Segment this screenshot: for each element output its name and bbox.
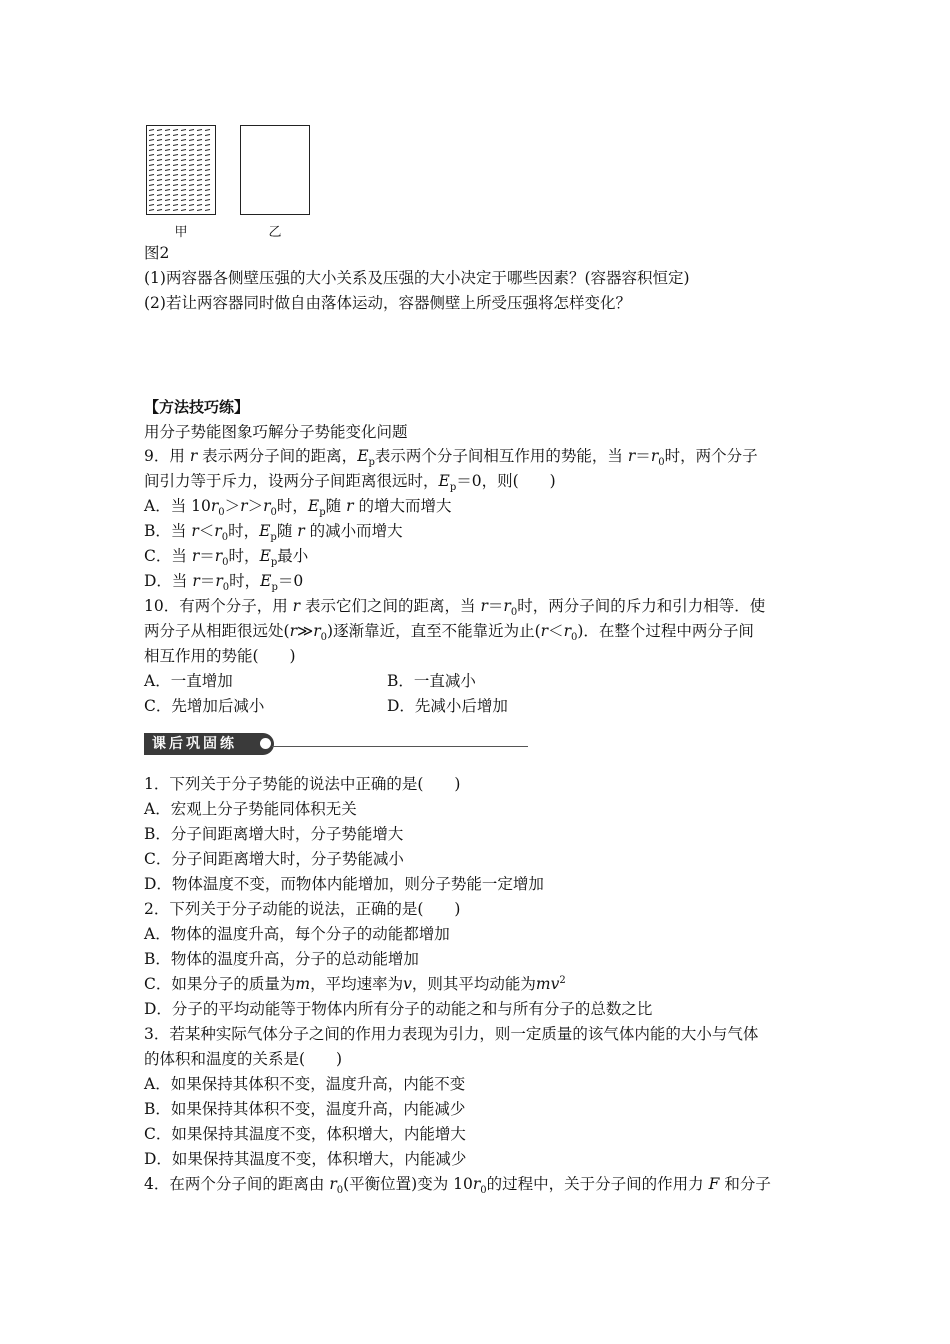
q10-option-c: C．先增加后减小 bbox=[144, 697, 265, 715]
gas-hatching-pattern bbox=[149, 128, 213, 212]
post-q2-option-a: A．物体的温度升高，每个分子的动能都增加 bbox=[144, 925, 450, 943]
post-q2-option-d: D．分子的平均动能等于物体内所有分子的动能之和与所有分子的总数之比 bbox=[144, 1000, 653, 1018]
section-banner bbox=[144, 733, 528, 757]
q10-option-a: A．一直增加 bbox=[144, 672, 233, 690]
q10-stem-line-2: 两分子从相距很远处$(r≫r_0)$逐渐靠近，直至不能靠近为止$(r<r_0)$．在整个过程中两分子间 bbox=[144, 622, 754, 644]
figure-two-containers bbox=[146, 125, 316, 240]
post-q2-option-c: C．如果分子的质量为m，平均速率为v，则其平均动能为$mv^2$ bbox=[144, 974, 566, 993]
container-jia-filled bbox=[146, 125, 216, 215]
post-q3-option-c: C．如果保持其温度不变，体积增大，内能增大 bbox=[144, 1125, 466, 1143]
q9-stem-line-1: 9．用 r 表示两分子间的距离，$E_p$表示两个分子间相互作用的势能，当 $r=r_0$时，两个分子 bbox=[144, 447, 758, 469]
post-q1-option-c: C．分子间距离增大时，分子势能减小 bbox=[144, 850, 404, 868]
post-q4-stem: 4．在两个分子间的距离由 $r_0$(平衡位置)变为 $10r_0$的过程中，关于分子间的作用力 F 和分子 bbox=[144, 1175, 771, 1197]
banner-divider bbox=[272, 746, 528, 747]
container-yi-empty bbox=[240, 125, 310, 215]
post-q3-stem-line-1: 3．若某种实际气体分子之间的作用力表现为引力，则一定质量的该气体内能的大小与气体 bbox=[144, 1025, 759, 1043]
method-subheading: 用分子势能图象巧解分子势能变化问题 bbox=[144, 423, 408, 441]
q9-option-c: C．当 $r=r_0$时，$E_p$最小 bbox=[144, 547, 309, 569]
q9-option-a: A．当 $10r_0>r>r_0$时，$E_p$随 r 的增大而增大 bbox=[144, 497, 452, 519]
q10-stem-line-3: 相互作用的势能( ) bbox=[144, 647, 296, 665]
banner-label: 课后巩固练 bbox=[144, 733, 274, 755]
post-q3-option-d: D．如果保持其温度不变，体积增大，内能减少 bbox=[144, 1150, 467, 1168]
q9-option-d: D．当 $r=r_0$时，$E_p=0$ bbox=[144, 572, 304, 594]
method-heading: 【方法技巧练】 bbox=[144, 398, 250, 416]
label-yi: 乙 bbox=[268, 225, 282, 240]
post-q2-option-b: B．物体的温度升高，分子的总动能增加 bbox=[144, 950, 419, 968]
post-q1-option-a: A．宏观上分子势能同体积无关 bbox=[144, 800, 357, 818]
banner-dot-icon bbox=[260, 738, 271, 749]
post-q2-stem: 2．下列关于分子动能的说法，正确的是( ) bbox=[144, 900, 461, 918]
question-1-text: (1)两容器各侧壁压强的大小关系及压强的大小决定于哪些因素？(容器容积恒定) bbox=[144, 269, 690, 287]
post-q1-stem: 1．下列关于分子势能的说法中正确的是( ) bbox=[144, 775, 461, 793]
question-2-text: (2)若让两容器同时做自由落体运动，容器侧壁上所受压强将怎样变化？ bbox=[144, 294, 631, 312]
q10-stem-line-1: 10．有两个分子，用 r 表示它们之间的距离，当 $r=r_0$时，两分子间的斥力和引力相等．使 bbox=[144, 597, 766, 619]
figure-caption: 图2 bbox=[144, 244, 170, 262]
post-q1-option-b: B．分子间距离增大时，分子势能增大 bbox=[144, 825, 404, 843]
q9-option-b: B．当 $r<r_0$时，$E_p$随 r 的减小而增大 bbox=[144, 522, 403, 544]
post-q3-option-b: B．如果保持其体积不变，温度升高，内能减少 bbox=[144, 1100, 466, 1118]
post-q3-option-a: A．如果保持其体积不变，温度升高，内能不变 bbox=[144, 1075, 466, 1093]
post-q3-stem-line-2: 的体积和温度的关系是( ) bbox=[144, 1050, 343, 1068]
q10-option-d: D．先减小后增加 bbox=[387, 697, 508, 715]
post-q1-option-d: D．物体温度不变，而物体内能增加，则分子势能一定增加 bbox=[144, 875, 544, 893]
label-jia: 甲 bbox=[174, 225, 188, 240]
q10-option-b: B．一直减小 bbox=[387, 672, 476, 690]
q9-stem-line-2: 间引力等于斥力，设两分子间距离很远时，$E_p=0$，则( ) bbox=[144, 472, 556, 494]
